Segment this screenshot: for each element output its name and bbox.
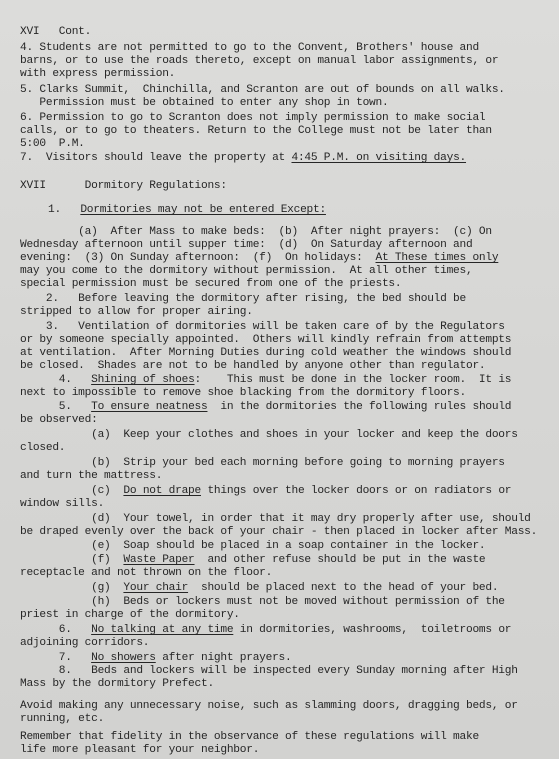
rule-17-6-underlined: No talking at any time bbox=[91, 624, 234, 636]
rule-17-4-number: 4. bbox=[20, 374, 92, 386]
rule-17-1-number: 1. bbox=[48, 204, 81, 216]
closing-paragraph-1-line2: running, etc. bbox=[20, 713, 105, 725]
rule-17-7-text: after night prayers. bbox=[155, 652, 292, 664]
rule-17-5h-line2: priest in charge of the dormitory. bbox=[20, 609, 240, 621]
rule-17-1-heading bbox=[20, 204, 326, 217]
rule-17-8-line1: 8. Beds and lockers will be inspected every Sunday morning after High bbox=[20, 665, 518, 677]
rule-16-5-line1: 5. Clarks Summit, Chinchilla, and Scranton are out of bounds on all walks. bbox=[20, 84, 505, 96]
rule-17-5c-line1 bbox=[20, 485, 511, 498]
rule-17-1a-line4: may you come to the dormitory without permission. At all other times, bbox=[20, 265, 473, 277]
rule-17-1a-line3 bbox=[20, 252, 498, 265]
rule-17-5f-underlined: Waste Paper bbox=[123, 554, 195, 566]
rule-17-7-number: 7. bbox=[20, 652, 92, 664]
rule-17-5-text: in the dormitories the following rules should bbox=[207, 401, 512, 413]
rule-17-5f-line2: receptacle and not thrown on the floor. bbox=[20, 567, 273, 579]
rule-16-5-line2: Permission must be obtained to enter any shop in town. bbox=[20, 97, 389, 109]
rule-17-5-line2: be observed: bbox=[20, 414, 98, 426]
rule-16-6-line2: calls, or to go to theaters. Return to the College must not be later than bbox=[20, 125, 492, 137]
rule-16-7 bbox=[20, 152, 466, 165]
rule-17-3-line3: at ventilation. After Morning Duties during cold weather the windows should bbox=[20, 347, 512, 359]
rule-17-3-line1: 3. Ventilation of dormitories will be taken care of by the Regulators bbox=[20, 321, 505, 333]
rule-17-4-text: : This must be done in the locker room. It is bbox=[194, 374, 512, 386]
rule-16-4-line3: with express permission. bbox=[20, 68, 176, 80]
rule-17-5g-letter: (g) bbox=[20, 582, 124, 594]
rule-17-5c-underlined: Do not drape bbox=[123, 485, 201, 497]
rule-17-5-line1 bbox=[20, 401, 511, 414]
rule-17-2-line2: stripped to allow for proper airing. bbox=[20, 306, 253, 318]
rule-17-5a-line2: closed. bbox=[20, 442, 66, 454]
rule-17-5-number: 5. bbox=[20, 401, 92, 413]
rule-17-5g bbox=[20, 582, 498, 595]
closing-paragraph-2-line2: life more pleasant for your neighbor. bbox=[20, 744, 260, 756]
closing-paragraph-2-line1: Remember that fidelity in the observance of these regulations will make bbox=[20, 731, 479, 743]
rule-17-3-line2: or by someone specially appointed. Others will kindly refrain from attempts bbox=[20, 334, 512, 346]
rule-17-2-line1: 2. Before leaving the dormitory after rising, the bed should be bbox=[20, 293, 466, 305]
rule-17-5b-line1: (b) Strip your bed each morning before going to morning prayers bbox=[20, 457, 505, 469]
rule-17-1a-line1: (a) After Mass to make beds: (b) After night prayers: (c) On bbox=[20, 226, 492, 238]
rule-17-1-underlined: Dormitories may not be entered Except: bbox=[80, 204, 326, 216]
rule-17-5e: (e) Soap should be placed in a soap container in the locker. bbox=[20, 540, 486, 552]
rule-17-5g-text: should be placed next to the head of your bed. bbox=[188, 582, 499, 594]
rule-17-1a-line3-text: evening: (3) On Sunday afternoon: (f) On holidays: bbox=[20, 252, 376, 264]
rule-16-4-line1: 4. Students are not permitted to go to the Convent, Brothers' house and bbox=[20, 42, 479, 54]
rule-17-5-underlined: To ensure neatness bbox=[91, 401, 208, 413]
rule-17-5b-line2: and turn the mattress. bbox=[20, 470, 163, 482]
section-xvii-title: XVII Dormitory Regulations: bbox=[20, 180, 227, 192]
rule-17-6-line1 bbox=[20, 624, 511, 637]
rule-17-5c-letter: (c) bbox=[20, 485, 124, 497]
rule-17-5c-line2: window sills. bbox=[20, 498, 105, 510]
rule-16-7-underlined: 4:45 P.M. on visiting days. bbox=[291, 152, 467, 164]
rule-16-4-line2: barns, or to use the roads thereto, except on manual labor assignments, or bbox=[20, 55, 499, 67]
rule-17-4-line1 bbox=[20, 374, 511, 387]
rule-17-4-underlined: Shining of shoes bbox=[91, 374, 195, 386]
rule-17-7 bbox=[20, 652, 292, 665]
rule-17-5h-line1: (h) Beds or lockers must not be moved without permission of the bbox=[20, 596, 505, 608]
rule-17-1a-line5: special permission must be secured from one of the priests. bbox=[20, 278, 402, 290]
rule-17-1a-underlined: At These times only bbox=[375, 252, 499, 264]
rule-17-7-underlined: No showers bbox=[91, 652, 156, 664]
closing-paragraph-1-line1: Avoid making any unnecessary noise, such as slamming doors, dragging beds, or bbox=[20, 700, 518, 712]
rule-17-1a-line2: Wednesday afternoon until supper time: (d) On Saturday afternoon and bbox=[20, 239, 473, 251]
rule-17-5f-letter: (f) bbox=[20, 554, 124, 566]
rule-17-8-line2: Mass by the dormitory Prefect. bbox=[20, 678, 214, 690]
rule-17-5d-line1: (d) Your towel, in order that it may dry properly after use, should bbox=[20, 513, 531, 525]
rule-17-5d-line2: be draped evenly over the back of your chair - then placed in locker after Mass. bbox=[20, 526, 538, 538]
rule-16-7-text: 7. Visitors should leave the property at bbox=[20, 152, 292, 164]
section-header-continued: XVI Cont. bbox=[20, 26, 92, 38]
rule-16-6-line3: 5:00 P.M. bbox=[20, 138, 85, 150]
rule-17-4-line2: next to impossible to remove shoe blacking from the dormitory floors. bbox=[20, 387, 466, 399]
rule-17-5f-line1 bbox=[20, 554, 485, 567]
rule-17-3-line4: be closed. Shades are not to be handled by anyone other than regulator. bbox=[20, 360, 486, 372]
rule-17-6-number: 6. bbox=[20, 624, 92, 636]
rule-17-5a-line1: (a) Keep your clothes and shoes in your locker and keep the doors bbox=[20, 429, 518, 441]
rule-16-6-line1: 6. Permission to go to Scranton does not imply permission to make social bbox=[20, 112, 486, 124]
rule-17-5c-text: things over the locker doors or on radiators or bbox=[201, 485, 512, 497]
rule-17-5f-text: and other refuse should be put in the waste bbox=[194, 554, 486, 566]
rule-17-5g-underlined: Your chair bbox=[123, 582, 189, 594]
rule-17-6-line2: adjoining corridors. bbox=[20, 637, 150, 649]
rule-17-6-text: in dormitories, washrooms, toiletrooms or bbox=[233, 624, 512, 636]
